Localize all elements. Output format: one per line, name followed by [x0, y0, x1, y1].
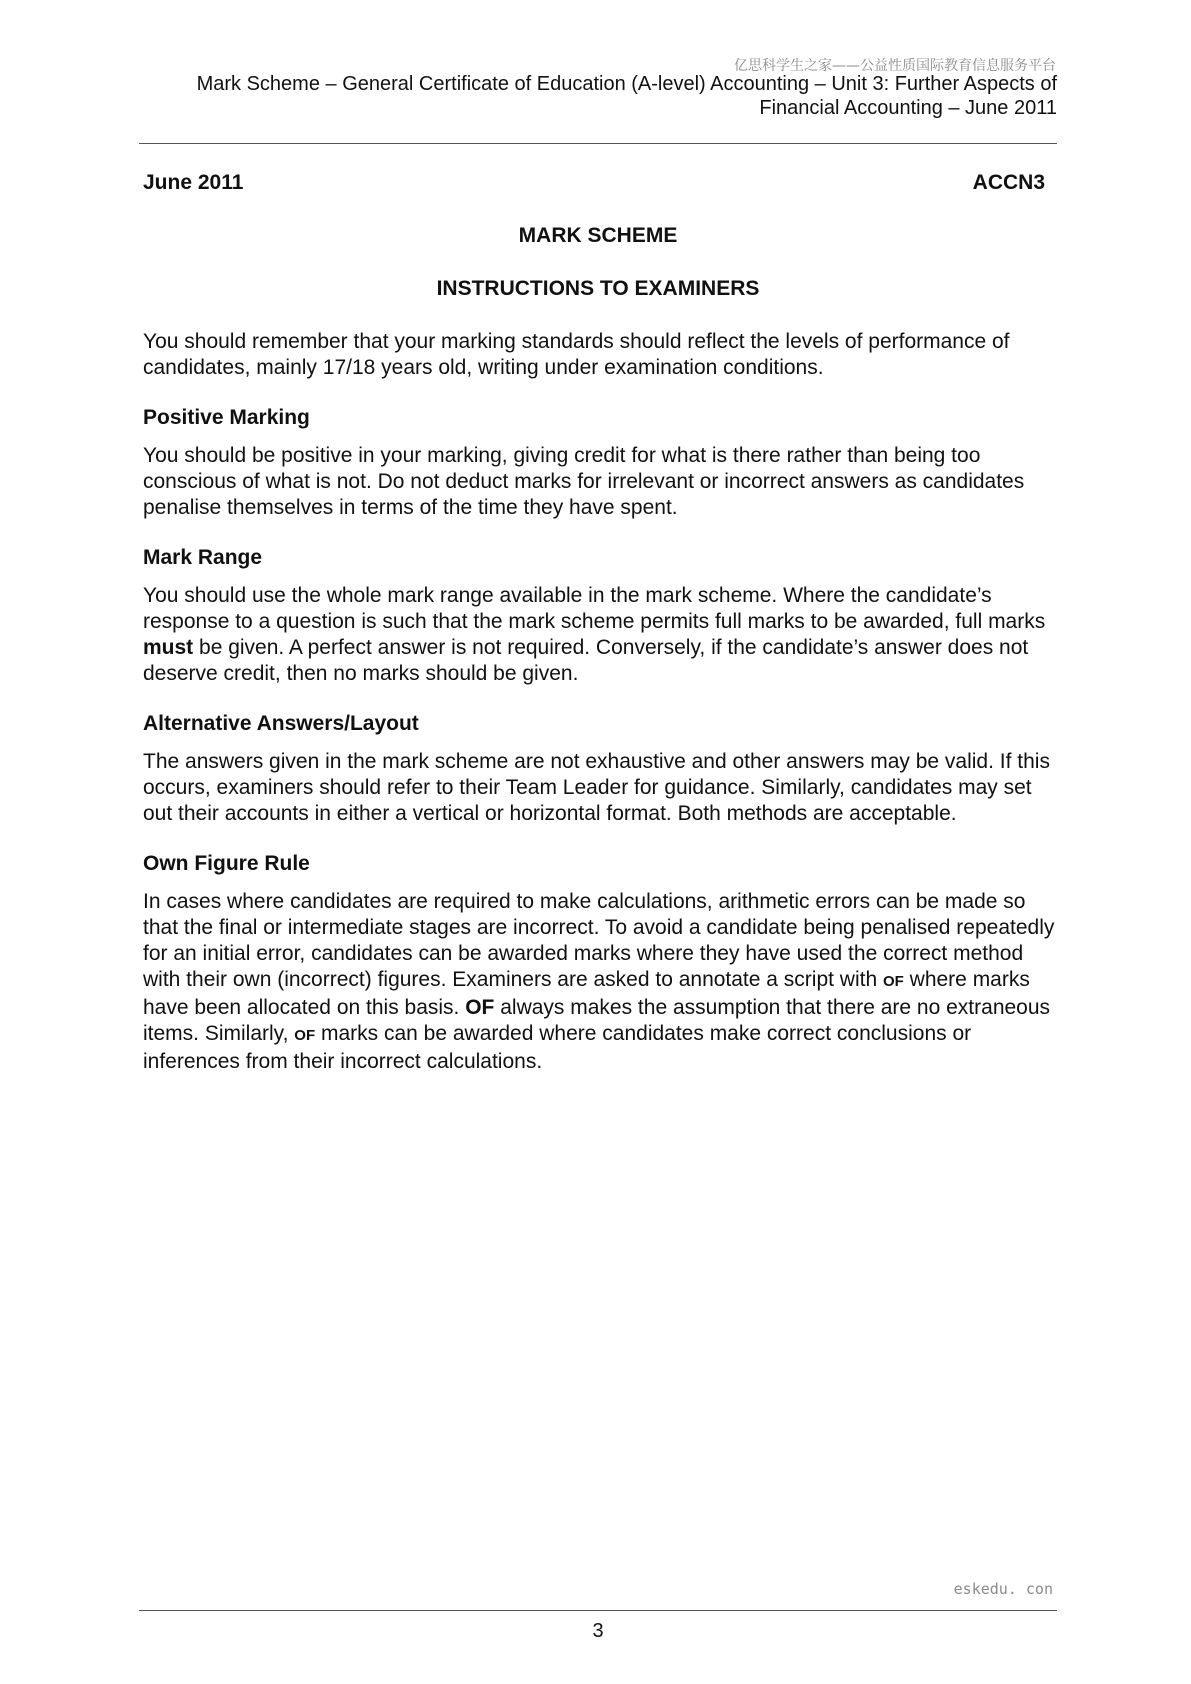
mark-range-emphasis: must	[143, 636, 194, 659]
mark-scheme-heading: MARK SCHEME	[518, 224, 678, 247]
own-figure-text-c: always makes the assumption that there are no extraneous items. Similarly,	[143, 996, 1051, 1045]
mark-range-title: Mark Range	[143, 546, 263, 569]
unit-code: ACCN3	[972, 171, 1045, 194]
header-rule	[139, 143, 1057, 144]
mark-range-body	[143, 583, 1063, 687]
intro-paragraph: You should remember that your marking standards should reflect the levels of performance of candidates, mainly 17/18 years old, writing under examination conditions.	[143, 330, 1010, 379]
instructions-heading: INSTRUCTIONS TO EXAMINERS	[436, 277, 760, 300]
instructions-body	[143, 329, 1063, 1099]
positive-marking-title: Positive Marking	[143, 406, 310, 429]
alternative-answers-body: The answers given in the mark scheme are not exhaustive and other answers may be valid. If this occurs, examiners should refer to their Team Leader for guidance. Similarly, candidates may set out their accounts in either a vertical or horizontal format. Both methods are acceptable.	[143, 750, 1050, 825]
running-header-line-1: Mark Scheme – General Certificate of Education (A-level) Accounting – Unit 3: Further Aspects of	[196, 73, 1057, 95]
of-abbrev-2: OF	[465, 996, 495, 1019]
own-figure-text-b: where marks have been allocated on this basis.	[143, 968, 1030, 1019]
positive-marking-body: You should be positive in your marking, giving credit for what is there rather than being too conscious of what is not. Do not deduct marks for irrelevant or incorrect answers as candidates penalise themselves in terms of the time they have spent.	[143, 444, 1025, 519]
watermark-bottom: eskedu. con	[953, 1580, 1053, 1598]
own-figure-rule-body	[143, 889, 1063, 1075]
mark-range-text-a: You should use the whole mark range available in the mark scheme. Where the candidate’s response to a question is such that the mark scheme permits full marks to be awarded, full marks	[143, 584, 1046, 633]
meta-row	[143, 171, 1045, 195]
running-header-line-2: Financial Accounting – June 2011	[759, 97, 1057, 119]
page-number: 3	[592, 1620, 604, 1642]
watermark-top: 亿思科学生之家——公益性质国际教育信息服务平台	[734, 58, 1056, 74]
mark-range-text-c: be given. A perfect answer is not required. Conversely, if the candidate’s answer does not deserve credit, then no marks should be given.	[143, 636, 1029, 685]
exam-date: June 2011	[143, 171, 244, 194]
running-header	[157, 72, 1057, 120]
footer-rule	[139, 1610, 1057, 1611]
of-abbrev-1: OF	[882, 973, 904, 990]
own-figure-text-d: marks can be awarded where candidates make correct conclusions or inferences from their incorrect calculations.	[143, 1022, 972, 1073]
of-abbrev-3: OF	[294, 1027, 316, 1044]
alternative-answers-title: Alternative Answers/Layout	[143, 712, 419, 735]
own-figure-text-a: In cases where candidates are required to make calculations, arithmetic errors can be made so that the final or intermediate stages are incorrect. To avoid a candidate being penalised repeatedly for an initial error, candidates can be awarded marks where they have used the correct method with their own (incorrect) figures. Examiners are asked to annotate a script with	[143, 890, 1055, 991]
own-figure-rule-title: Own Figure Rule	[143, 852, 310, 875]
